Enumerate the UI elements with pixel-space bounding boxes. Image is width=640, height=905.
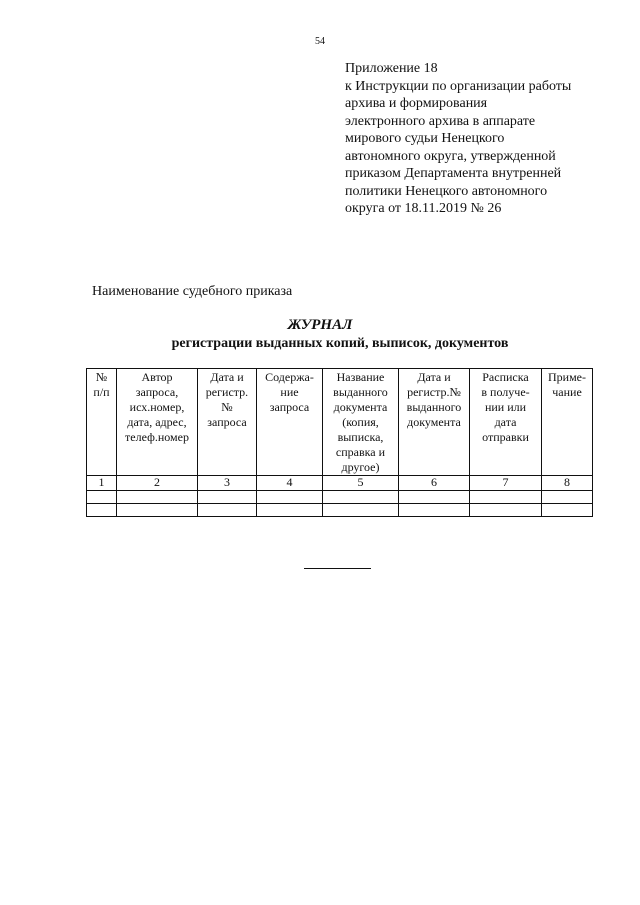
column-number-cell: 6 <box>399 476 470 491</box>
column-header-line: дата, адрес, <box>127 415 187 429</box>
table-row <box>87 504 593 517</box>
column-header-line: (копия, <box>342 415 379 429</box>
table-cell[interactable] <box>542 491 593 504</box>
appendix-line: приказом Департамента внутренней <box>345 166 562 181</box>
appendix-line: архива и формирования <box>345 96 488 111</box>
court-order-name-label: Наименование судебного приказа <box>92 284 293 299</box>
column-header-line: регистр. <box>205 385 249 399</box>
table-cell[interactable] <box>323 491 399 504</box>
table-cell[interactable] <box>117 491 198 504</box>
column-header-line: справка и <box>335 445 386 459</box>
table-row <box>87 491 593 504</box>
column-header-line: ние <box>280 385 299 399</box>
table-header-row <box>87 369 593 476</box>
column-header-line: № <box>221 400 233 414</box>
column-header <box>198 369 257 476</box>
column-header-line: № <box>95 370 108 384</box>
column-number-cell: 5 <box>323 476 399 491</box>
table-cell[interactable] <box>257 504 323 517</box>
column-header-line: Приме- <box>547 370 586 384</box>
column-header-line: Дата и <box>210 370 244 384</box>
column-header-line: регистр.№ <box>407 385 461 399</box>
table-cell[interactable] <box>87 491 117 504</box>
column-header-line: запроса, <box>135 385 179 399</box>
column-header-line: нии или <box>484 400 527 414</box>
column-header-line: выданного <box>333 385 388 399</box>
table-cell[interactable] <box>87 504 117 517</box>
column-number-cell: 4 <box>257 476 323 491</box>
column-number-cell: 8 <box>542 476 593 491</box>
appendix-line: автономного округа, утвержденной <box>345 148 556 164</box>
appendix-line: политики Ненецкого автономного <box>345 183 548 199</box>
column-header-line: документа <box>333 400 388 414</box>
column-header <box>87 369 117 476</box>
appendix-line: мирового судьи Ненецкого <box>345 131 505 146</box>
column-number-cell: 7 <box>470 476 542 491</box>
column-number-cell: 1 <box>87 476 117 491</box>
table-cell[interactable] <box>323 504 399 517</box>
column-header <box>399 369 470 476</box>
appendix-line: к Инструкции по организации работы <box>345 78 572 94</box>
column-number-row <box>87 476 593 491</box>
column-header-line: Дата и <box>417 370 451 384</box>
appendix-line: Приложение 18 <box>345 61 438 76</box>
table-cell[interactable] <box>470 491 542 504</box>
column-header-line: Название <box>336 370 385 384</box>
table-cell[interactable] <box>542 504 593 517</box>
column-number-cell: 3 <box>198 476 257 491</box>
column-header-line: в получе- <box>481 385 530 399</box>
column-header-line: исх.номер, <box>129 400 185 414</box>
column-header-line: чание <box>552 385 582 399</box>
column-header-line: Расписка <box>482 370 529 384</box>
column-header-line: другое) <box>341 460 380 474</box>
column-header <box>470 369 542 476</box>
appendix-line: электронного архива в аппарате <box>345 113 536 129</box>
column-header <box>257 369 323 476</box>
column-header-line: телеф.номер <box>125 430 189 444</box>
table-cell[interactable] <box>257 491 323 504</box>
table-cell[interactable] <box>399 504 470 517</box>
column-header-line: документа <box>407 415 461 429</box>
column-header <box>117 369 198 476</box>
column-number-cell: 2 <box>117 476 198 491</box>
column-header-line: отправки <box>482 430 529 444</box>
table-cell[interactable] <box>198 491 257 504</box>
column-header-line: п/п <box>93 385 110 399</box>
column-header-line: выписка, <box>337 430 384 444</box>
column-header-line: запроса <box>269 400 310 414</box>
column-header-line: запроса <box>207 415 247 429</box>
column-header-line: выданного <box>406 400 462 414</box>
end-divider <box>304 568 371 569</box>
appendix-header <box>345 60 625 218</box>
table-cell[interactable] <box>117 504 198 517</box>
column-header-line: дата <box>494 415 517 429</box>
page-number: 54 <box>315 36 325 47</box>
appendix-line: округа от 18.11.2019 № 26 <box>345 201 502 216</box>
table-cell[interactable] <box>470 504 542 517</box>
register-table <box>86 368 593 517</box>
table-cell[interactable] <box>399 491 470 504</box>
column-header-line: Автор <box>141 370 173 384</box>
column-header <box>542 369 593 476</box>
column-header-line: Содержа- <box>265 370 314 384</box>
table-cell[interactable] <box>198 504 257 517</box>
journal-subtitle: регистрации выданных копий, выписок, документов <box>171 336 509 351</box>
journal-title: ЖУРНАЛ <box>287 317 353 333</box>
column-header <box>323 369 399 476</box>
